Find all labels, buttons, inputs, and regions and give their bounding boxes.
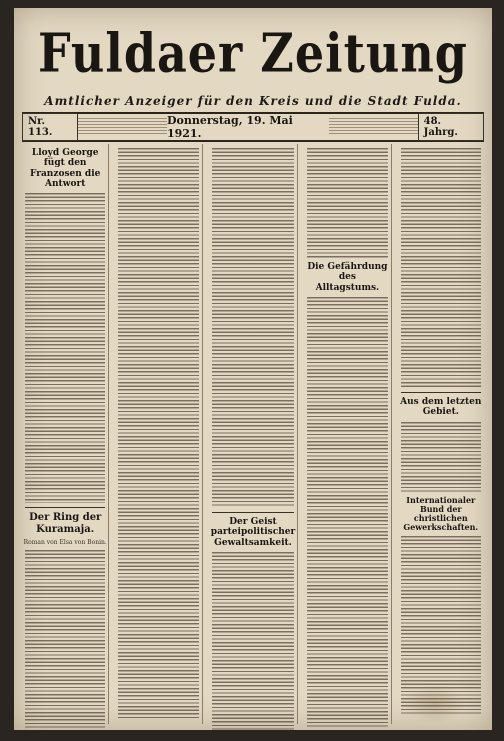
column-4-headline: Die Gefährdung des Alltagstums. [307, 262, 388, 293]
column-1 [22, 144, 109, 724]
newspaper-page [14, 8, 492, 730]
column-5-body [401, 148, 481, 388]
masthead-subtitle: Amtlicher Anzeiger für den Kreis und die Stadt Fulda. [44, 94, 462, 108]
column-5 [398, 144, 484, 724]
column-4 [304, 144, 391, 724]
column-1-headline: Lloyd George fügt den Franzosen die Antwort [30, 148, 101, 190]
issue-number: Nr. 113. [22, 113, 78, 141]
issue-volume: 48. Jahrg. [418, 113, 484, 141]
column-1-story-body [25, 550, 105, 730]
masthead-title: Fuldaer Zeitung [38, 21, 468, 85]
column-1-story-title: Der Ring der Kuramaja. [29, 512, 102, 535]
column-5-body-2 [401, 422, 481, 492]
paper-stain [404, 684, 464, 724]
column-3-body-2 [212, 552, 294, 730]
article-columns [22, 144, 484, 724]
column-1-divider [25, 507, 105, 508]
column-5-headline: Aus dem letzten Gebiet. [400, 397, 482, 418]
column-1-body [25, 193, 105, 503]
column-1-story-byline: Roman von Elsa von Bonin. [23, 539, 107, 547]
column-3-headline: Der Geist parteipolitischer Gewaltsamkeit. [210, 517, 296, 548]
column-3-divider [212, 512, 294, 513]
fine-print-right [329, 118, 418, 136]
column-3-body [212, 148, 294, 508]
column-2-body [118, 148, 198, 720]
fine-print-left [78, 118, 167, 136]
issue-date: Donnerstag, 19. Mai 1921. [166, 114, 293, 140]
column-4-body [307, 148, 387, 258]
column-3 [209, 144, 298, 724]
issue-info-bar [22, 112, 484, 142]
column-4-body-2 [307, 297, 387, 727]
column-2 [115, 144, 202, 724]
column-5-divider [401, 392, 481, 393]
column-5-subheadline: Internationaler Bund der christlichen Gewerkschaften. [403, 494, 479, 533]
